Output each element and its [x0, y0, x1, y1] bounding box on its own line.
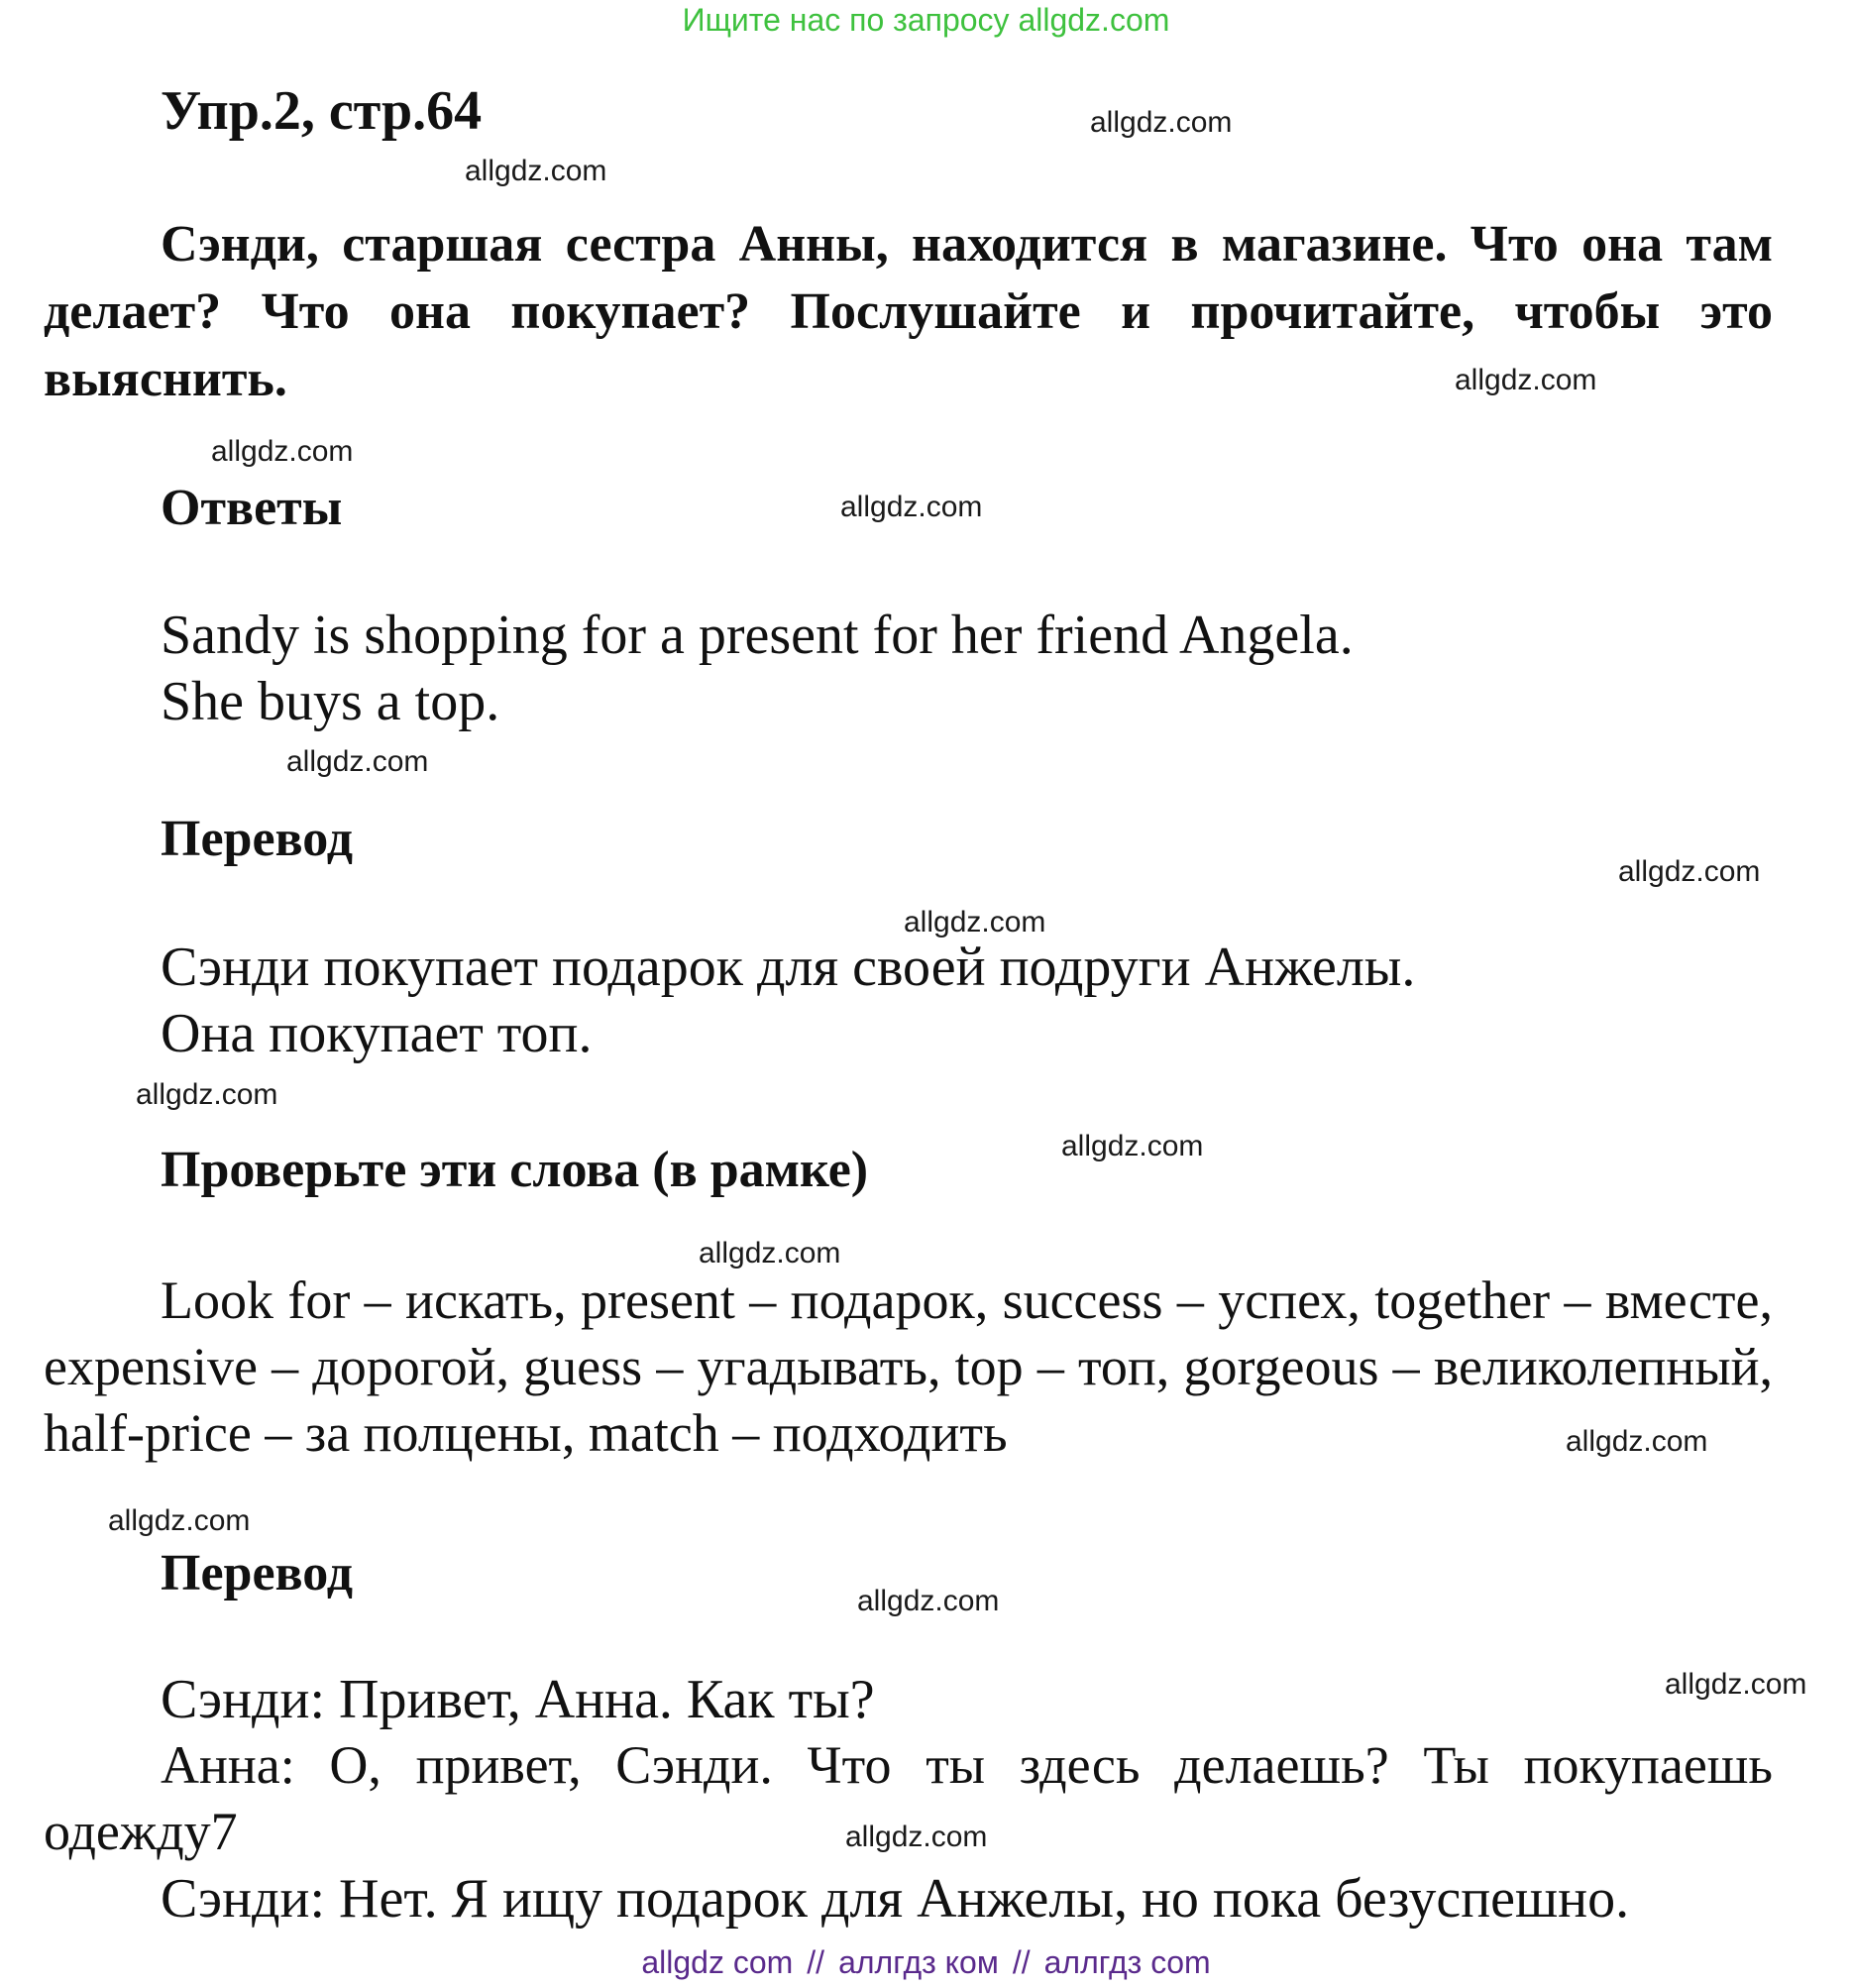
watermark: allgdz.com — [1566, 1425, 1708, 1458]
task-text: Сэнди, старшая сестра Анны, находится в магазине. Что она там делает? Что она покупает? Послушайте и прочитайте, чтобы это выяснить. — [44, 216, 1773, 407]
watermark: allgdz.com — [1618, 855, 1761, 888]
answer-line: She buys a top. — [161, 671, 500, 732]
footer-separator: // — [807, 1944, 825, 1980]
watermark: allgdz.com — [904, 906, 1046, 939]
watermark: allgdz.com — [1061, 1130, 1204, 1162]
watermark: allgdz.com — [1090, 106, 1233, 139]
footer-part: аллгдз com — [1043, 1944, 1211, 1980]
vocab-text: Look for – искать, present – подарок, success – успех, together – вместе, expensive – дорогой, guess – угадывать, top – топ, gorgeous – великолепный, half-price – за полцены, match – подходить — [44, 1270, 1773, 1463]
footer-part: allgdz com — [641, 1944, 794, 1980]
translation-line: Она покупает топ. — [161, 1003, 593, 1064]
translation-line: Сэнди покупает подарок для своей подруги Анжелы. — [161, 937, 1416, 998]
watermark: allgdz.com — [1665, 1668, 1807, 1701]
watermark: allgdz.com — [1455, 364, 1597, 396]
vocab-heading: Проверьте эти слова (в рамке) — [161, 1142, 869, 1198]
answer-line: Sandy is shopping for a present for her friend Angela. — [161, 605, 1354, 666]
watermark: allgdz.com — [108, 1504, 251, 1537]
dialogue-line: Сэнди: Привет, Анна. Как ты? — [161, 1669, 875, 1730]
watermark: allgdz.com — [857, 1585, 1000, 1617]
watermark: allgdz.com — [699, 1237, 841, 1270]
dialogue-heading: Перевод — [161, 1545, 354, 1601]
watermark: allgdz.com — [845, 1821, 988, 1853]
watermark: allgdz.com — [136, 1078, 278, 1111]
translation-heading: Перевод — [161, 811, 354, 867]
watermark: allgdz.com — [840, 491, 983, 523]
watermark: allgdz.com — [286, 745, 429, 778]
answers-heading: Ответы — [161, 480, 343, 536]
top-banner: Ищите нас по запросу allgdz.com — [682, 2, 1170, 38]
dialogue-line: Сэнди: Нет. Я ищу подарок для Анжелы, но пока безуспешно. — [161, 1868, 1630, 1930]
dialogue-line: Анна: О, привет, Сэнди. Что ты здесь делаешь? Ты покупаешь одежду7 — [44, 1735, 1773, 1861]
watermark: allgdz.com — [211, 435, 354, 468]
footer-separator: // — [1012, 1944, 1031, 1980]
footer-watermark — [0, 1942, 1852, 1982]
footer-part: аллгдз ком — [838, 1944, 999, 1980]
page-title: Упр.2, стр.64 — [161, 80, 483, 142]
watermark: allgdz.com — [465, 155, 607, 187]
